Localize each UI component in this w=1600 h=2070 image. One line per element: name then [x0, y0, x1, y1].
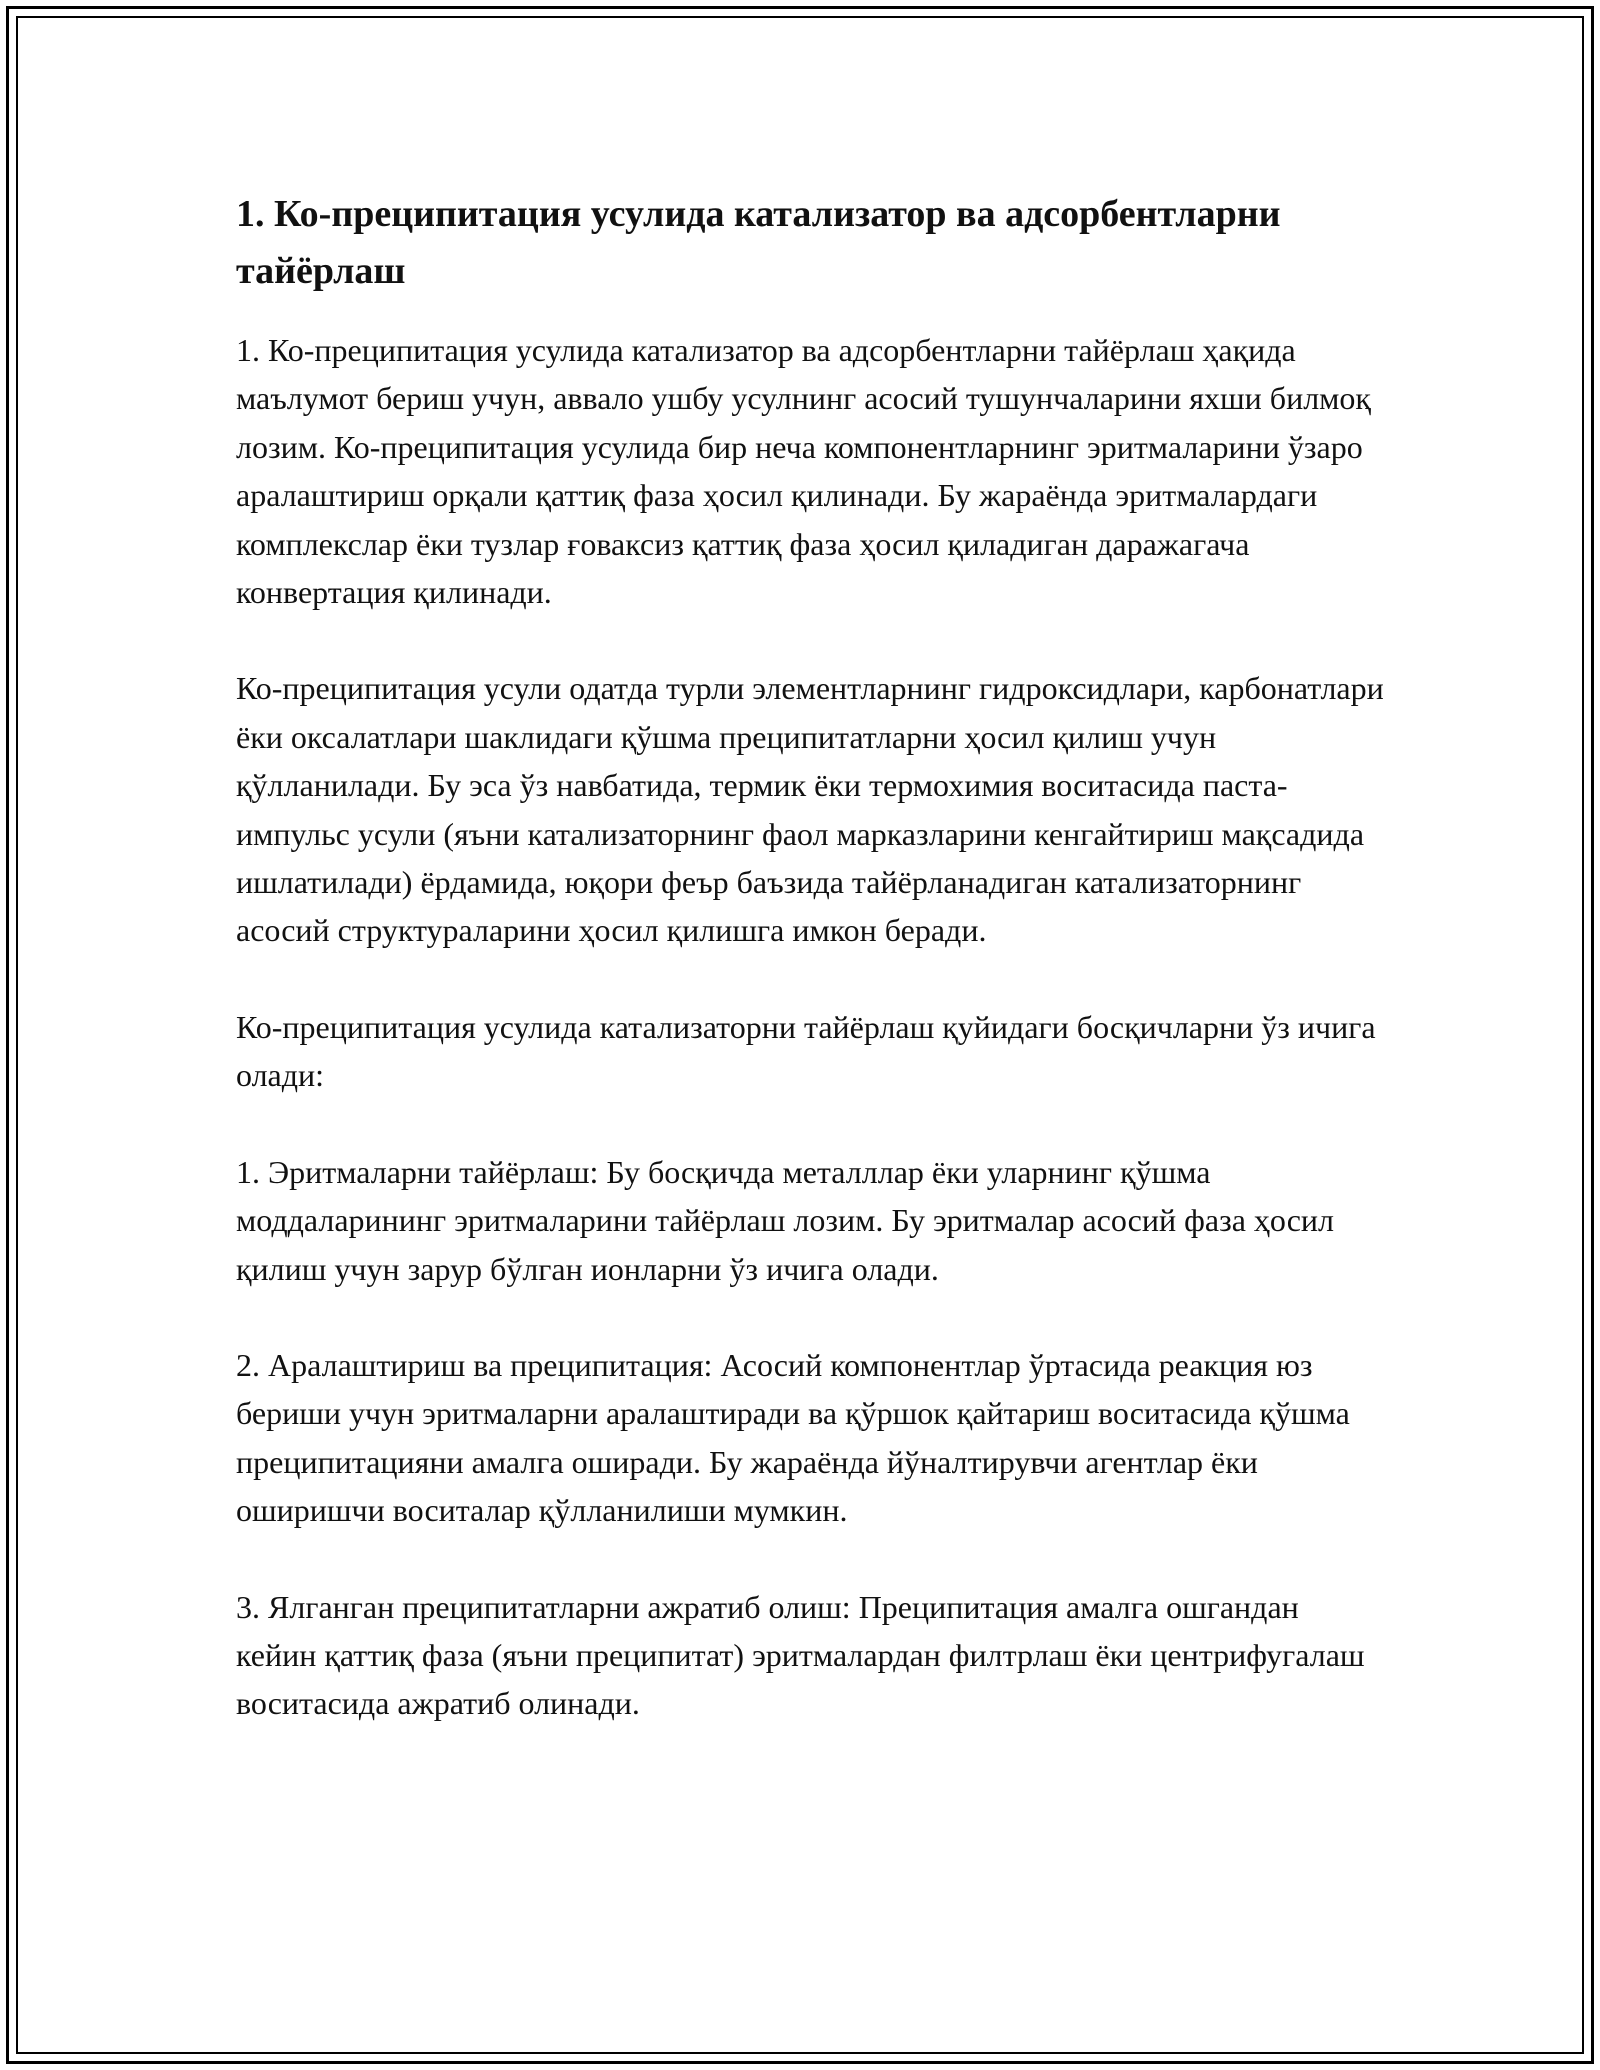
paragraph-step-2: 2. Аралаштириш ва преципитация: Асосий компонентлар ўртасида реакция юз бериши учун эритмаларни аралаштиради ва қўршок қайтариш воситасида қўшма преципитацияни амалга оширади. Бу жараёнда йўналтирувчи агентлар ёки оширишчи воситалар қўлланилиши мумкин.	[236, 1346, 1350, 1529]
paragraph-step-1: 1. Эритмаларни тайёрлаш: Бу босқичда металллар ёки уларнинг қўшма моддаларининг эритмаларини тайёрлаш лозим. Бу эритмалар асосий фаза ҳосил қилиш учун зарур бўлган ионларни ўз ичига олади.	[236, 1153, 1334, 1287]
paragraph-steps-intro: Ко-преципитация усулида катализаторни тайёрлаш қуйидаги босқичларни ўз ичига олади:	[236, 1008, 1376, 1094]
document-body	[236, 186, 1386, 1776]
paragraph-step-3: 3. Ялганган преципитатларни ажратиб олиш: Преципитация амалга ошгандан кейин қаттиқ фаза (яъни преципитат) эритмалардан филтрлаш ёки центрифугалаш воситасида ажратиб олинади.	[236, 1588, 1365, 1722]
paragraph-usage: Ко-преципитация усули одатда турли элементларнинг гидроксидлари, карбонатлари ёки оксалатлари шаклидаги қўшма преципитатларни ҳосил қилиш учун қўлланилади. Бу эса ўз навбатида, термик ёки термохимия воситасида паста-импульс усули (яъни катализаторнинг фаол марказларини кенгайтириш мақсадида ишлатилади) ёрдамида, юқори феър баъзида тайёрланадиган катализаторнинг асосий структураларини ҳосил қилишга имкон беради.	[236, 670, 1384, 949]
paragraph-intro: 1. Ко-преципитация усулида катализатор ва адсорбентларни тайёрлаш ҳақида маълумот бериш учун, аввало ушбу усулнинг асосий тушунчаларини яхши билмоқ лозим. Ко-преципитация усулида бир неча компонентларнинг эритмаларини ўзаро аралаштириш орқали қаттиқ фаза ҳосил қилинади. Бу жараёнда эритмалардаги комплекслар ёки тузлар ғоваксиз қаттиқ фаза ҳосил қиладиган даражагача конвертация қилинади.	[236, 332, 1371, 611]
document-heading: 1. Ко-преципитация усулида катализатор ва адсорбентларни тайёрлаш	[236, 193, 1281, 292]
